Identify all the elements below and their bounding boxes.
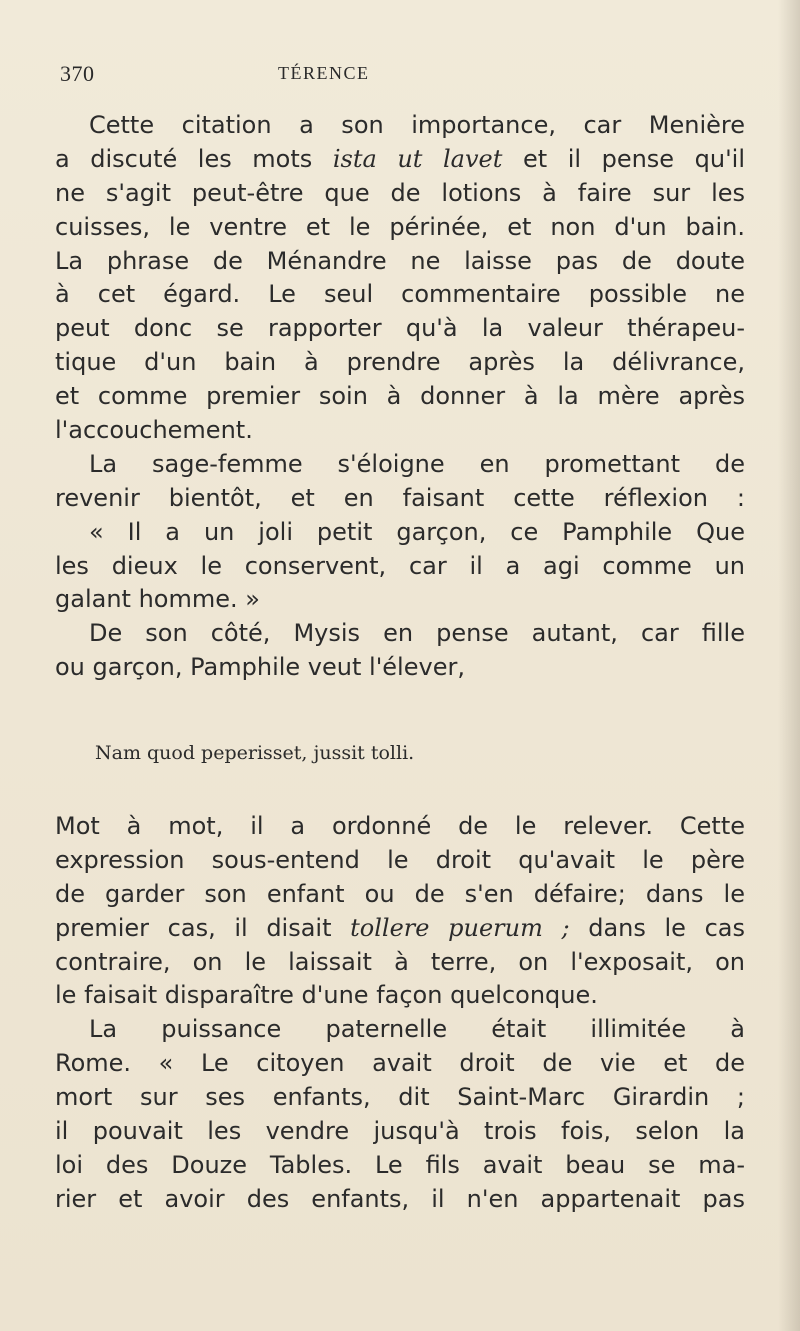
text-line: à cet égard. Le seul commentaire possible ne bbox=[55, 280, 745, 309]
text-line: revenir bientôt, et en faisant cette réflexion : bbox=[55, 483, 745, 512]
running-head bbox=[60, 61, 740, 93]
text-line: rier et avoir des enfants, il n'en appartenait pas bbox=[55, 1184, 745, 1213]
text-line: ne s'agit peut-être que de lotions à faire sur les bbox=[55, 178, 745, 207]
text-line: La puissance paternelle était illimitée à bbox=[89, 1015, 745, 1044]
running-title: TÉRENCE bbox=[278, 63, 370, 83]
text-line: l'accouchement. bbox=[55, 416, 253, 445]
text-line: peut donc se rapporter qu'à la valeur thérapeu- bbox=[55, 314, 745, 343]
body-text-bottom bbox=[55, 810, 745, 1217]
text-line: « Il a un joli petit garçon, ce Pamphile Que bbox=[89, 517, 745, 546]
text-line: tique d'un bain à prendre après la délivrance, bbox=[55, 348, 745, 377]
text-line: et comme premier soin à donner à la mère après bbox=[55, 382, 745, 411]
page-number: 370 bbox=[60, 61, 95, 86]
text-line: Rome. « Le citoyen avait droit de vie et de bbox=[55, 1049, 745, 1078]
page-edge-shadow bbox=[778, 0, 800, 1331]
italic-term: tollere puerum ; bbox=[350, 913, 570, 942]
text-line: il pouvait les vendre jusqu'à trois fois, selon la bbox=[55, 1117, 745, 1146]
text-line: expression sous-entend le droit qu'avait le père bbox=[55, 845, 745, 874]
body-text-top bbox=[55, 109, 745, 685]
text-line: cuisses, le ventre et le périnée, et non d'un bain. bbox=[55, 212, 745, 241]
text-line: loi des Douze Tables. Le fils avait beau se ma- bbox=[55, 1150, 745, 1179]
text-line: La phrase de Ménandre ne laisse pas de doute bbox=[55, 246, 745, 275]
text-line: De son côté, Mysis en pense autant, car fille bbox=[89, 619, 745, 648]
text-line: galant homme. » bbox=[55, 585, 260, 614]
text-line: le faisait disparaître d'une façon quelconque. bbox=[55, 981, 598, 1010]
text-line: contraire, on le laissait à terre, on l'exposait, on bbox=[55, 947, 745, 976]
text-line: La sage-femme s'éloigne en promettant de bbox=[89, 449, 745, 478]
text-line: mort sur ses enfants, dit Saint-Marc Girardin ; bbox=[55, 1083, 745, 1112]
text-line: Cette citation a son importance, car Menière bbox=[89, 111, 745, 139]
latin-quotation: Nam quod peperisset, jussit tolli. bbox=[95, 742, 415, 764]
text-line: les dieux le conservent, car il a agi comme un bbox=[55, 551, 745, 580]
text-line: premier cas, il disait tollere puerum ; dans le cas bbox=[55, 913, 745, 942]
text-line: Mot à mot, il a ordonné de le relever. Cette bbox=[55, 812, 745, 840]
text-line: a discuté les mots ista ut lavet et il pense qu'il bbox=[55, 144, 746, 173]
text-line: ou garçon, Pamphile veut l'élever, bbox=[55, 653, 465, 682]
text-line: de garder son enfant ou de s'en défaire; dans le bbox=[55, 879, 745, 908]
italic-term: ista ut lavet bbox=[332, 144, 503, 173]
